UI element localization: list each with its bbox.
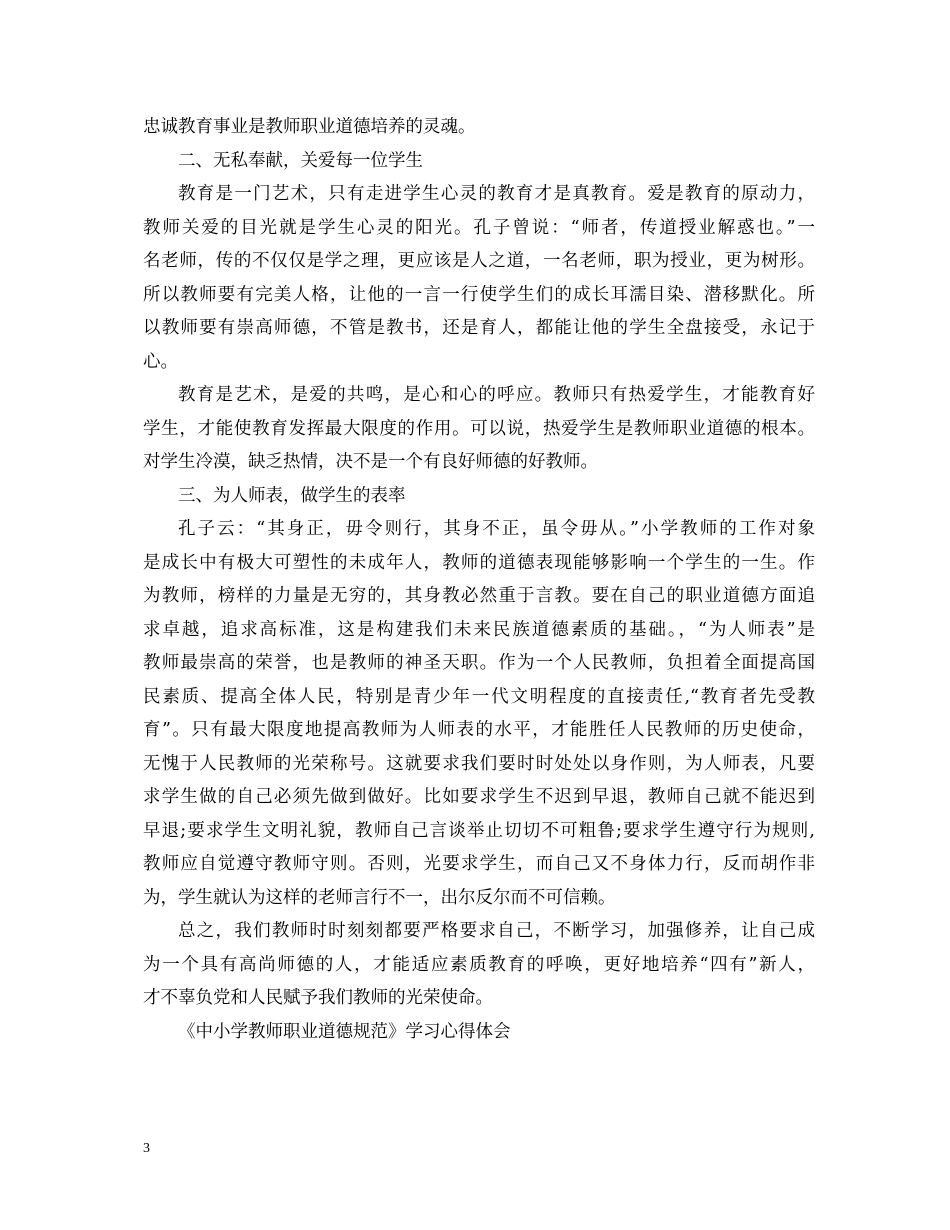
text-line: 孔子云：“其身正，毋令则行，其身不正，虽令毋从。”小学教师的工作对象 xyxy=(178,519,815,539)
document-title: 《中小学教师职业道德规范》学习心得体会 xyxy=(178,1021,511,1042)
text-line: 教育是一门艺术，只有走进学生心灵的教育才是真教育。爱是教育的原动力， xyxy=(178,184,815,204)
text-line: 教师关爱的目光就是学生心灵的阳光。孔子曾说：“师者，传道授业解惑也。”一 xyxy=(143,217,815,238)
text-line: 育”。只有最大限度地提高教师为人师表的水平，才能胜任人民教师的历史使命， xyxy=(143,720,815,740)
section-heading: 三、为人师表，做学生的表率 xyxy=(178,485,406,506)
document-body xyxy=(143,111,815,1049)
text-line: 名老师，传的不仅仅是学之理，更应该是人之道，一名老师，职为授业，更为树形。 xyxy=(143,251,815,271)
text-line: 是成长中有极大可塑性的未成年人，教师的道德表现能够影响一个学生的一生。作 xyxy=(143,552,815,573)
text-line: 教师应自觉遵守教师守则。否则，光要求学生，而自己又不身体力行，反而胡作非 xyxy=(143,854,815,874)
text-line: 以教师要有崇高师德，不管是教书，还是育人，都能让他的学生全盘接受，永记于 xyxy=(143,318,815,338)
text-line: 忠诚教育事业是教师职业道德培养的灵魂。 xyxy=(143,117,476,137)
text-line: 为教师，榜样的力量是无穷的，其身教必然重于言教。要在自己的职业道德方面追 xyxy=(143,586,815,606)
text-line: 总之，我们教师时时刻刻都要严格要求自己，不断学习，加强修养，让自己成 xyxy=(178,921,815,941)
page-number: 3 xyxy=(143,1141,150,1156)
text-line: 教师最崇高的荣誉，也是教师的神圣天职。作为一个人民教师，负担着全面提高国 xyxy=(143,653,815,673)
section-heading: 二、无私奉献，关爱每一位学生 xyxy=(178,150,423,171)
text-line: 学生，才能使教育发挥最大限度的作用。可以说，热爱学生是教师职业道德的根本。 xyxy=(143,418,815,439)
text-line: 早退;要求学生文明礼貌，教师自己言谈举止切切不可粗鲁;要求学生遵守行为规则, xyxy=(143,820,815,841)
text-line: 无愧于人民教师的光荣称号。这就要求我们要时时处处以身作则，为人师表，凡要 xyxy=(143,753,815,774)
text-line: 民素质、提高全体人民，特别是青少年一代文明程度的直接责任,“教育者先受教 xyxy=(143,686,815,707)
text-line: 为，学生就认为这样的老师言行不一，出尔反尔而不可信赖。 xyxy=(143,887,616,908)
text-line: 心。 xyxy=(143,351,178,372)
text-line: 求学生做的自己必须先做到做好。比如要求学生不迟到早退，教师自己就不能迟到 xyxy=(143,787,815,807)
text-line: 所以教师要有完美人格，让他的一言一行使学生们的成长耳濡目染、潜移默化。所 xyxy=(143,284,815,305)
text-line: 才不辜负党和人民赋予我们教师的光荣使命。 xyxy=(143,988,493,1008)
text-line: 求卓越，追求高标准，这是构建我们未来民族道德素质的基础。，“为人师表”是 xyxy=(143,619,815,640)
text-line: 为一个具有高尚师德的人，才能适应素质教育的呼唤，更好地培养“四有”新人， xyxy=(143,954,815,975)
text-line: 对学生冷漠，缺乏热情，决不是一个有良好师德的好教师。 xyxy=(143,452,598,472)
text-line: 教育是艺术，是爱的共鸣，是心和心的呼应。教师只有热爱学生，才能教育好 xyxy=(178,385,815,405)
